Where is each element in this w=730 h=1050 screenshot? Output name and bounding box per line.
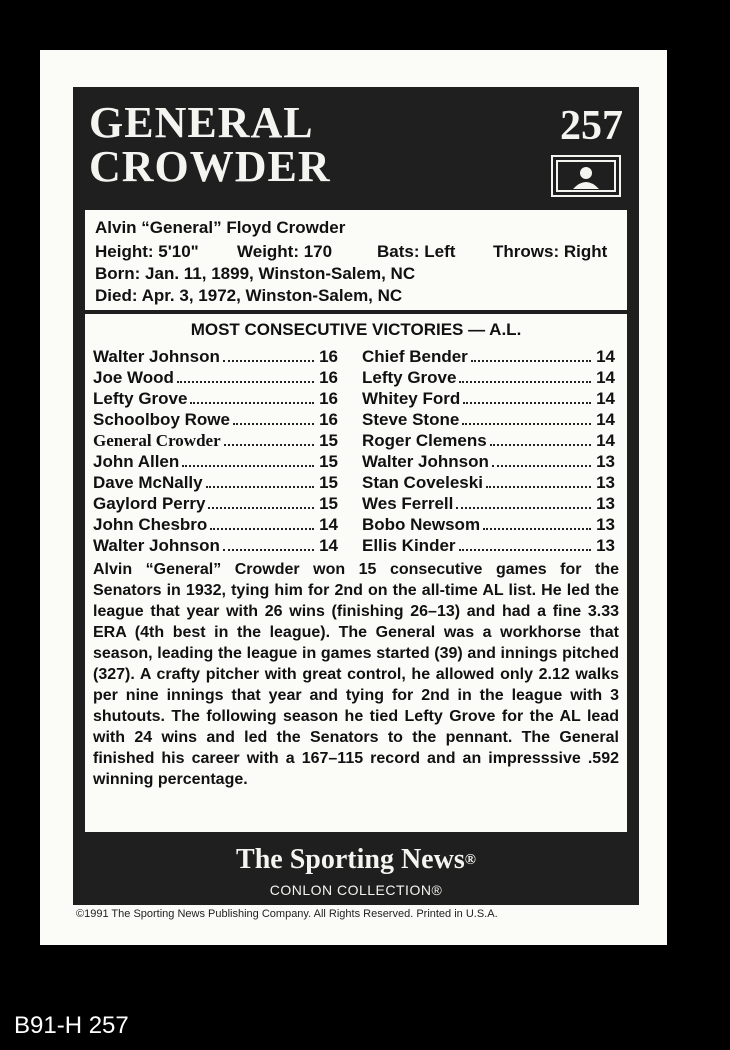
record-player-name: Stan Coveleski xyxy=(362,473,483,492)
record-player-name: Wes Ferrell xyxy=(362,494,454,513)
leader-dots xyxy=(462,409,591,425)
brand-name: The Sporting News xyxy=(236,844,465,875)
record-player-name: Walter Johnson xyxy=(93,536,220,555)
list-title: MOST CONSECUTIVE VICTORIES — A.L. xyxy=(190,320,522,339)
record-player-name: Whitey Ford xyxy=(362,389,461,408)
card-number: 257 xyxy=(560,103,623,149)
record-player-name: Walter Johnson xyxy=(362,452,489,471)
record-value: 15 xyxy=(319,452,338,471)
biography-text: Alvin “General” Crowder won 15 consecutive games for the Senators in 1932, tying him for 2nd on the all-time AL list. He led the league that year with 26 wins (finishing 26–13) and had a fine 3.33 ERA (4th best in the league). The General was a workhorse that season, leading the league in games started (39) and innings pitched (327). A crafty pitcher with great control, he allowed only 2.12 walks per nine innings that year and tying for 2nd in the league with 3 shutouts. The following season he tied Lefty Grove for the AL lead with 24 wins and led the Senators to the pennant. The General finished his career with a 167–115 record and an impresssive .592 winning percentage. xyxy=(93,561,619,788)
leader-dots xyxy=(224,430,314,446)
record-row xyxy=(93,430,338,451)
record-player-name: Walter Johnson xyxy=(93,347,220,366)
records-right-column xyxy=(362,346,615,556)
record-value: 14 xyxy=(319,536,338,555)
record-row xyxy=(93,493,338,514)
record-row xyxy=(362,514,615,535)
record-player-name: General Crowder xyxy=(93,431,221,450)
leader-dots xyxy=(223,535,314,551)
leader-dots xyxy=(182,451,314,467)
copyright-text: ©1991 The Sporting News Publishing Company. All Rights Reserved. Printed in U.S.A. xyxy=(76,908,498,920)
leader-dots xyxy=(486,472,591,488)
record-player-name: Bobo Newsom xyxy=(362,515,481,534)
record-player-name: Joe Wood xyxy=(93,368,174,387)
height-stat: Height: 5'10" xyxy=(95,242,199,261)
record-value: 16 xyxy=(319,410,338,429)
record-value: 14 xyxy=(596,368,615,387)
record-value: 13 xyxy=(596,536,615,555)
record-value: 13 xyxy=(596,473,615,492)
record-row xyxy=(362,430,615,451)
record-row xyxy=(93,367,338,388)
card-caption: B91-H 257 xyxy=(14,1012,129,1039)
leader-dots xyxy=(208,493,314,509)
record-value: 16 xyxy=(319,389,338,408)
record-row xyxy=(362,367,615,388)
record-player-name: John Allen xyxy=(93,452,180,471)
record-player-name: Dave McNally xyxy=(93,473,203,492)
record-row xyxy=(362,472,615,493)
record-player-name: Ellis Kinder xyxy=(362,536,456,555)
registered-mark: ® xyxy=(464,852,476,868)
record-value: 15 xyxy=(319,494,338,513)
record-value: 13 xyxy=(596,494,615,513)
record-value: 14 xyxy=(596,389,615,408)
leader-dots xyxy=(492,451,591,467)
leader-dots xyxy=(223,346,314,362)
card-inner-panel xyxy=(73,87,639,905)
record-value: 16 xyxy=(319,368,338,387)
record-row xyxy=(93,409,338,430)
leader-dots xyxy=(471,346,591,362)
record-row xyxy=(362,451,615,472)
full-name: Alvin “General” Floyd Crowder xyxy=(95,218,346,237)
bats-stat: Bats: Left xyxy=(377,242,456,261)
leader-dots xyxy=(483,514,591,530)
record-value: 14 xyxy=(596,431,615,450)
leader-dots xyxy=(210,514,314,530)
record-row xyxy=(93,451,338,472)
born-line: Born: Jan. 11, 1899, Winston-Salem, NC xyxy=(95,264,416,283)
record-value: 14 xyxy=(596,410,615,429)
record-player-name: John Chesbro xyxy=(93,515,208,534)
record-value: 13 xyxy=(596,515,615,534)
record-value: 13 xyxy=(596,452,615,471)
record-row xyxy=(362,535,615,556)
record-row xyxy=(362,409,615,430)
collection-name: CONLON COLLECTION® xyxy=(269,882,443,898)
leader-dots xyxy=(190,388,314,404)
leader-dots xyxy=(490,430,591,446)
record-player-name: Gaylord Perry xyxy=(93,494,206,513)
leader-dots xyxy=(233,409,314,425)
record-row xyxy=(93,472,338,493)
record-value: 14 xyxy=(319,515,338,534)
player-name-line-1: GENERAL xyxy=(89,98,314,147)
record-player-name: Chief Bender xyxy=(362,347,468,366)
record-row xyxy=(93,346,338,367)
player-name-heading xyxy=(89,98,331,191)
record-row xyxy=(362,388,615,409)
bio-panel xyxy=(85,210,627,310)
leader-dots xyxy=(177,367,314,383)
record-value: 15 xyxy=(319,473,338,492)
leader-dots xyxy=(456,493,591,509)
records-left-column xyxy=(93,346,338,556)
leader-dots xyxy=(459,367,591,383)
record-row xyxy=(362,346,615,367)
record-player-name: Roger Clemens xyxy=(362,431,487,450)
record-player-name: Schoolboy Rowe xyxy=(93,410,230,429)
died-line: Died: Apr. 3, 1972, Winston-Salem, NC xyxy=(95,286,403,305)
record-player-name: Lefty Grove xyxy=(362,368,457,387)
sporting-news-logo xyxy=(73,845,639,875)
record-player-name: Steve Stone xyxy=(362,410,460,429)
record-value: 14 xyxy=(596,347,615,366)
leader-dots xyxy=(463,388,591,404)
record-player-name: Lefty Grove xyxy=(93,389,188,408)
record-row xyxy=(93,535,338,556)
records-panel xyxy=(85,314,627,832)
throws-stat: Throws: Right xyxy=(493,242,608,261)
trading-card-back xyxy=(40,50,667,945)
weight-stat: Weight: 170 xyxy=(237,242,333,261)
record-row xyxy=(93,388,338,409)
leader-dots xyxy=(459,535,591,551)
leader-dots xyxy=(206,472,314,488)
record-value: 16 xyxy=(319,347,338,366)
mlb-logo-icon xyxy=(551,155,621,197)
record-row xyxy=(362,493,615,514)
record-value: 15 xyxy=(319,431,338,450)
player-name-line-2: CROWDER xyxy=(89,142,331,191)
record-row xyxy=(93,514,338,535)
